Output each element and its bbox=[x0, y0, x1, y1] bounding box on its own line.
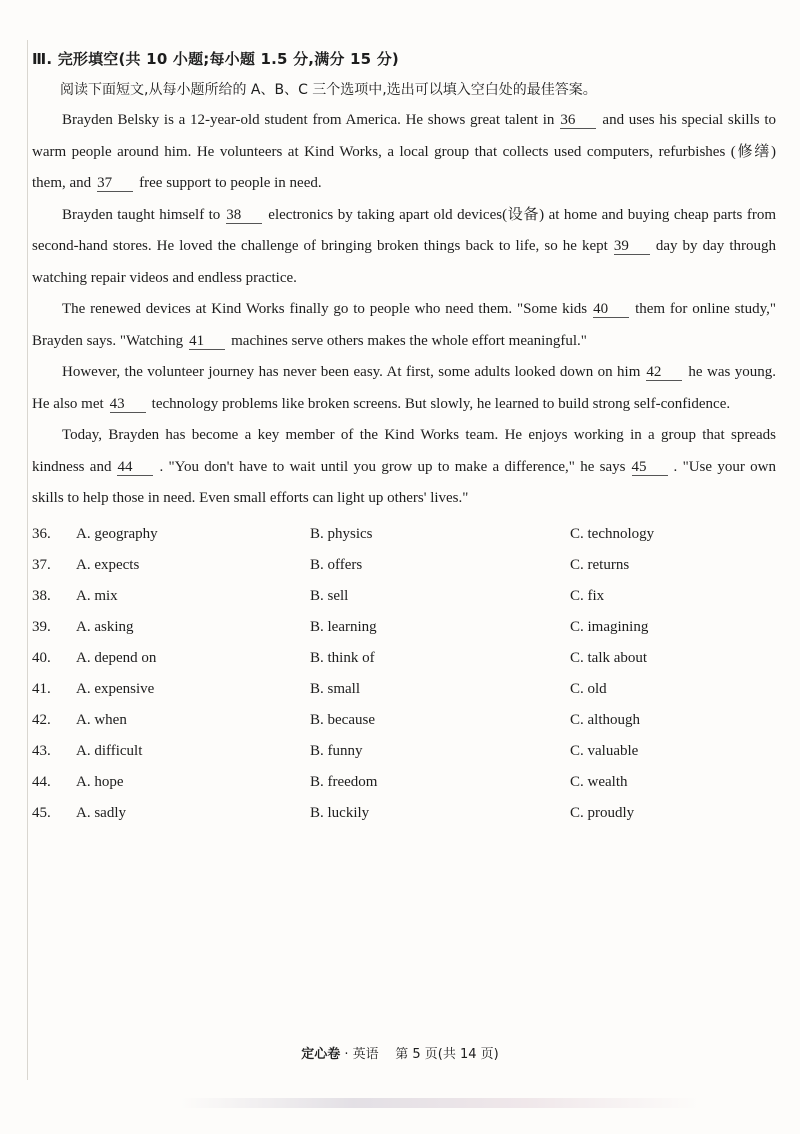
option-a bbox=[32, 643, 310, 674]
option-c: C. although bbox=[570, 711, 640, 728]
passage-paragraph bbox=[32, 294, 776, 357]
option-row bbox=[32, 674, 776, 705]
footer-brand: 定心卷 bbox=[301, 1047, 341, 1062]
passage-text: day by day through watching repair videos and endless practice. bbox=[32, 238, 776, 286]
option-c: C. old bbox=[570, 680, 607, 697]
option-b: B. offers bbox=[310, 556, 363, 573]
passage-text: and uses his special skills to warm people around him. He volunteers at Kind Works, a local group that collects used computers, refurbishes (修缮) them, and bbox=[32, 112, 776, 191]
passage-text: technology problems like broken screens. But slowly, he learned to build strong self-confidence. bbox=[151, 395, 731, 412]
option-b: B. think of bbox=[310, 649, 375, 666]
option-a bbox=[32, 674, 310, 705]
blank-number: 42 bbox=[646, 364, 682, 381]
page-footer bbox=[0, 1043, 800, 1062]
passage-text: . "Use your own skills to help those in need. Even small efforts can light up others' lives." bbox=[32, 458, 776, 506]
passage-text: Brayden Belsky is a 12-year-old student from America. He shows great talent in bbox=[62, 112, 555, 128]
option-a bbox=[32, 798, 310, 829]
option-a-text: A. when bbox=[76, 711, 127, 728]
option-c: C. talk about bbox=[570, 649, 648, 666]
option-b: B. funny bbox=[310, 742, 363, 759]
passage-text: Brayden taught himself to bbox=[62, 206, 221, 223]
passage-text: free support to people in need. bbox=[139, 175, 322, 191]
margin-line bbox=[27, 40, 28, 1080]
section-title: Ⅲ. 完形填空(共 10 小题;每小题 1.5 分,满分 15 分) bbox=[32, 50, 399, 68]
section-instruction: 阅读下面短文,从每小题所给的 A、B、C 三个选项中,选出可以填入空白处的最佳答案。 bbox=[60, 82, 597, 98]
option-a-text: A. expects bbox=[76, 556, 140, 573]
blank-number: 41 bbox=[189, 333, 225, 350]
option-a bbox=[32, 767, 310, 798]
option-b: B. sell bbox=[310, 587, 349, 604]
blank-number: 38 bbox=[226, 207, 262, 224]
option-c: C. wealth bbox=[570, 773, 628, 790]
option-c: C. fix bbox=[570, 587, 605, 604]
passage-text: However, the volunteer journey has never been easy. At first, some adults looked down on him bbox=[62, 364, 641, 380]
option-a bbox=[32, 612, 310, 643]
blank-number: 40 bbox=[593, 301, 629, 318]
blank-number: 44 bbox=[117, 459, 153, 476]
option-c: C. valuable bbox=[570, 742, 639, 759]
passage-text: Today, Brayden has become a key member of the Kind Works team. He enjoys working in a group that spreads kindness and bbox=[32, 427, 776, 475]
option-a-text: A. geography bbox=[76, 525, 158, 542]
blank-number: 45 bbox=[632, 459, 668, 476]
passage-text: The renewed devices at Kind Works finally go to people who need them. "Some kids bbox=[62, 301, 588, 317]
scan-smudge bbox=[180, 1098, 700, 1108]
question-number: 39. bbox=[32, 618, 51, 635]
question-number: 43. bbox=[32, 742, 51, 759]
question-number: 41. bbox=[32, 680, 51, 697]
passage bbox=[32, 105, 776, 515]
option-row bbox=[32, 767, 776, 798]
option-a-text: A. depend on bbox=[76, 649, 157, 666]
option-row bbox=[32, 798, 776, 829]
option-row bbox=[32, 519, 776, 550]
footer-subject: · 英语 bbox=[344, 1047, 379, 1062]
passage-paragraph bbox=[32, 357, 776, 420]
option-row bbox=[32, 643, 776, 674]
option-a bbox=[32, 581, 310, 612]
passage-text: he was young. He also met bbox=[32, 364, 776, 412]
option-a-text: A. mix bbox=[76, 587, 118, 604]
passage-paragraph bbox=[32, 200, 776, 295]
passage-paragraph bbox=[32, 105, 776, 200]
blank-number: 36 bbox=[560, 112, 596, 129]
blank-number: 39 bbox=[614, 238, 650, 255]
option-row bbox=[32, 581, 776, 612]
passage-text: . "You don't have to wait until you grow up to make a difference," he says bbox=[159, 458, 626, 475]
question-number: 37. bbox=[32, 556, 51, 573]
option-c: C. proudly bbox=[570, 804, 635, 821]
question-number: 45. bbox=[32, 804, 51, 821]
option-b: B. physics bbox=[310, 525, 373, 542]
option-a-text: A. hope bbox=[76, 773, 124, 790]
option-b: B. because bbox=[310, 711, 375, 728]
passage-paragraph bbox=[32, 420, 776, 515]
blank-number: 37 bbox=[97, 175, 133, 192]
option-c: C. imagining bbox=[570, 618, 649, 635]
passage-text: machines serve others makes the whole effort meaningful." bbox=[231, 332, 587, 349]
option-row bbox=[32, 550, 776, 581]
options-list bbox=[32, 519, 776, 829]
question-number: 36. bbox=[32, 525, 51, 542]
option-a bbox=[32, 550, 310, 581]
option-row bbox=[32, 612, 776, 643]
question-number: 40. bbox=[32, 649, 51, 666]
option-row bbox=[32, 736, 776, 767]
option-b: B. small bbox=[310, 680, 361, 697]
footer-page-number: 第 5 页(共 14 页) bbox=[395, 1047, 499, 1062]
option-row bbox=[32, 705, 776, 736]
option-a-text: A. asking bbox=[76, 618, 134, 635]
option-b: B. freedom bbox=[310, 773, 378, 790]
option-b: B. learning bbox=[310, 618, 377, 635]
option-c: C. technology bbox=[570, 525, 655, 542]
blank-number: 43 bbox=[110, 396, 146, 413]
question-number: 38. bbox=[32, 587, 51, 604]
passage-text: them for online study," Brayden says. "Watching bbox=[32, 301, 776, 349]
option-a-text: A. sadly bbox=[76, 804, 126, 821]
exam-page bbox=[32, 48, 776, 829]
option-a bbox=[32, 519, 310, 550]
option-a bbox=[32, 736, 310, 767]
question-number: 44. bbox=[32, 773, 51, 790]
passage-text: electronics by taking apart old devices(设备) at home and buying cheap parts from second-hand stores. He loved the challenge of bringing broken things back to life, so he kept bbox=[32, 206, 776, 254]
option-c: C. returns bbox=[570, 556, 630, 573]
option-b: B. luckily bbox=[310, 804, 370, 821]
option-a-text: A. expensive bbox=[76, 680, 155, 697]
option-a bbox=[32, 705, 310, 736]
question-number: 42. bbox=[32, 711, 51, 728]
option-a-text: A. difficult bbox=[76, 742, 143, 759]
